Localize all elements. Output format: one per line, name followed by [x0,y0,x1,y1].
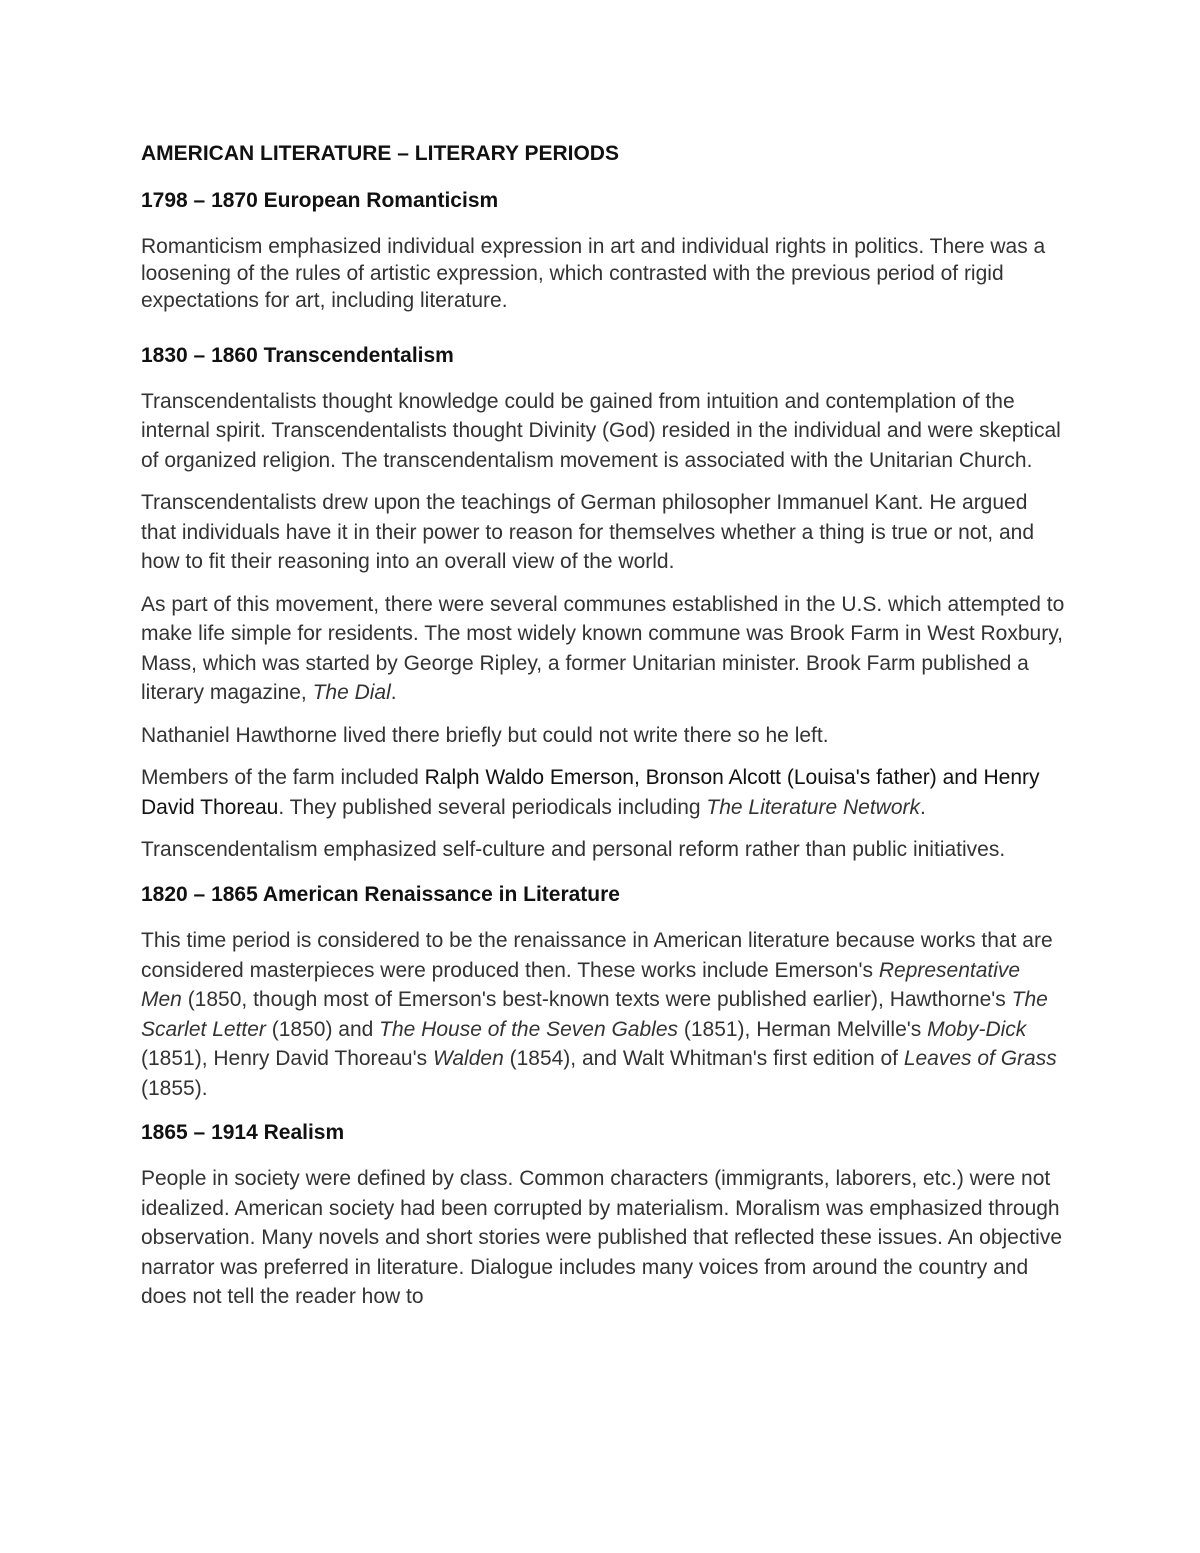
work-moby-dick: Moby-Dick [927,1017,1027,1041]
section-heading-transcendentalism: 1830 – 1860 Transcendentalism [141,343,454,367]
work-representative-men: Representative Men [141,958,1021,1012]
literature-network-title: The Literature Network [706,795,920,819]
paragraph-transcendentalism-3 [141,590,1066,708]
work-scarlet-letter: The Scarlet Letter [141,988,1048,1041]
paragraph-transcendentalism-6: Transcendentalism emphasized self-culture and personal reform rather than public initiatives. [141,838,1006,862]
work-leaves-of-grass: Leaves of Grass [903,1047,1057,1071]
dial-end: . [390,681,397,705]
paragraph-transcendentalism-1: Transcendentalists thought knowledge could be gained from intuition and contemplation of the internal spirit. Transcendentalists thought Divinity (God) resided in the individual and were skeptical of organized religion. The transcendentalism movement is associated with the Unitarian Church. [141,389,1061,472]
section-heading-realism: 1865 – 1914 Realism [141,1121,345,1145]
renaissance-text-f: (1854), and Walt Whitman's first edition of [503,1047,904,1071]
renaissance-text-a: This time period is considered to be the renaissance in American literature because works that are considered masterpieces were produced then. These works include Emerson's [141,929,1053,982]
paragraph-transcendentalism-2: Transcendentalists drew upon the teachings of German philosopher Immanuel Kant. He argued that individuals have it in their power to reason for themselves whether a thing is true or not, and how to fit their reasoning into an overall view of the world. [141,491,1034,574]
members-intro: Members of the farm included [141,766,425,790]
members-names: Ralph Waldo Emerson, Bronson Alcott (Louisa's father) and Henry David Thoreau [141,766,1040,819]
renaissance-text-g: (1855). [141,1076,208,1100]
work-house-of-seven-gables: The House of the Seven Gables [379,1017,679,1041]
members-after: . They published several periodicals including [278,795,707,819]
renaissance-text-b: (1850, though most of Emerson's best-known texts were published earlier), Hawthorne's [181,988,1012,1012]
page-title: AMERICAN LITERATURE – LITERARY PERIODS [141,142,619,165]
section-heading-american-renaissance: 1820 – 1865 American Renaissance in Literature [141,882,620,906]
section-heading-romanticism: 1798 – 1870 European Romanticism [141,189,499,213]
paragraph-transcendentalism-5 [141,763,1066,822]
paragraph-realism: People in society were defined by class. Common characters (immigrants, laborers, etc.) were not idealized. American society had been corrupted by materialism. Moralism was emphasized through observation. Many novels and short stories were published that reflected these issues. An objective narrator was preferred in literature. Dialogue includes many voices from around the country and does not tell the reader how to [141,1167,1063,1309]
renaissance-text-c: (1850) and [265,1017,380,1041]
renaissance-text-d: (1851), Herman Melville's [678,1017,928,1041]
work-walden: Walden [432,1047,504,1071]
paragraph-romanticism: Romanticism emphasized individual expression in art and individual rights in politics. There was a loosening of the rules of artistic expression, which contrasted with the previous period of rigid expectations for art, including literature. [141,234,1046,312]
brook-farm-text: As part of this movement, there were several communes established in the U.S. which attempted to make life simple for residents. The most widely known commune was Brook Farm in West Roxbury, Mass, which was started by George Ripley, a former Unitarian minister. Brook Farm published a literary magazine, [141,592,1065,705]
renaissance-text-e: (1851), Henry David Thoreau's [141,1047,433,1071]
document-page [141,140,1066,1325]
network-end: . [920,795,926,819]
paragraph-american-renaissance [141,926,1066,1103]
paragraph-transcendentalism-4: Nathaniel Hawthorne lived there briefly but could not write there so he left. [141,723,829,747]
the-dial-title: The Dial [312,681,391,705]
